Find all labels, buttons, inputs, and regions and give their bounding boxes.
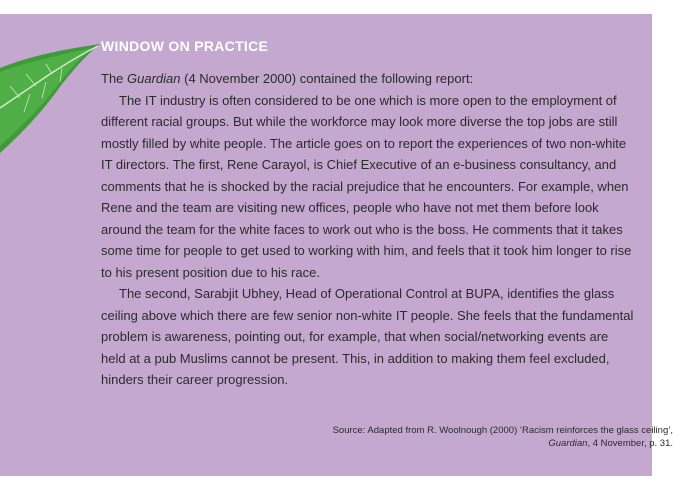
source-line-2: Guardian, 4 November, p. 31. bbox=[548, 438, 673, 449]
source-citation bbox=[173, 424, 673, 450]
box-heading: WINDOW ON PRACTICE bbox=[101, 38, 269, 54]
newspaper-name: Guardian bbox=[127, 71, 181, 86]
box-body bbox=[101, 68, 636, 391]
source-line-1: Source: Adapted from R. Woolnough (2000) ‘Racism reinforces the glass ceiling’, bbox=[332, 425, 673, 436]
intro-paragraph: The Guardian (4 November 2000) contained the following report: bbox=[101, 71, 474, 86]
paragraph-2: The second, Sarabjit Ubhey, Head of Operational Control at BUPA, identifies the glass ceiling above which there are few senior non-white IT people. She feels that the fundamental problem is awareness, pointing out, for example, that when social/networking events are held at a pub Muslims cannot be present. This, in addition to making them feel excluded, hinders their career progression. bbox=[101, 286, 634, 387]
leaf-icon bbox=[0, 28, 110, 158]
paragraph-1: The IT industry is often considered to be one which is more open to the employment of different racial groups. But while the workforce may look more diverse the top jobs are still mostly filled by white people. The article goes on to report the experiences of two non-white IT directors. The first, Rene Carayol, is Chief Executive of an e-business consultancy, and comments that he is shocked by the racial prejudice that he encounters. For example, when Rene and the team are visiting new offices, people who have not met them before look around the team for the white faces to work out who is the boss. He comments that it takes some time for people to get used to working with him, and feels that it took him longer to rise to his present position due to his race. bbox=[101, 92, 632, 280]
